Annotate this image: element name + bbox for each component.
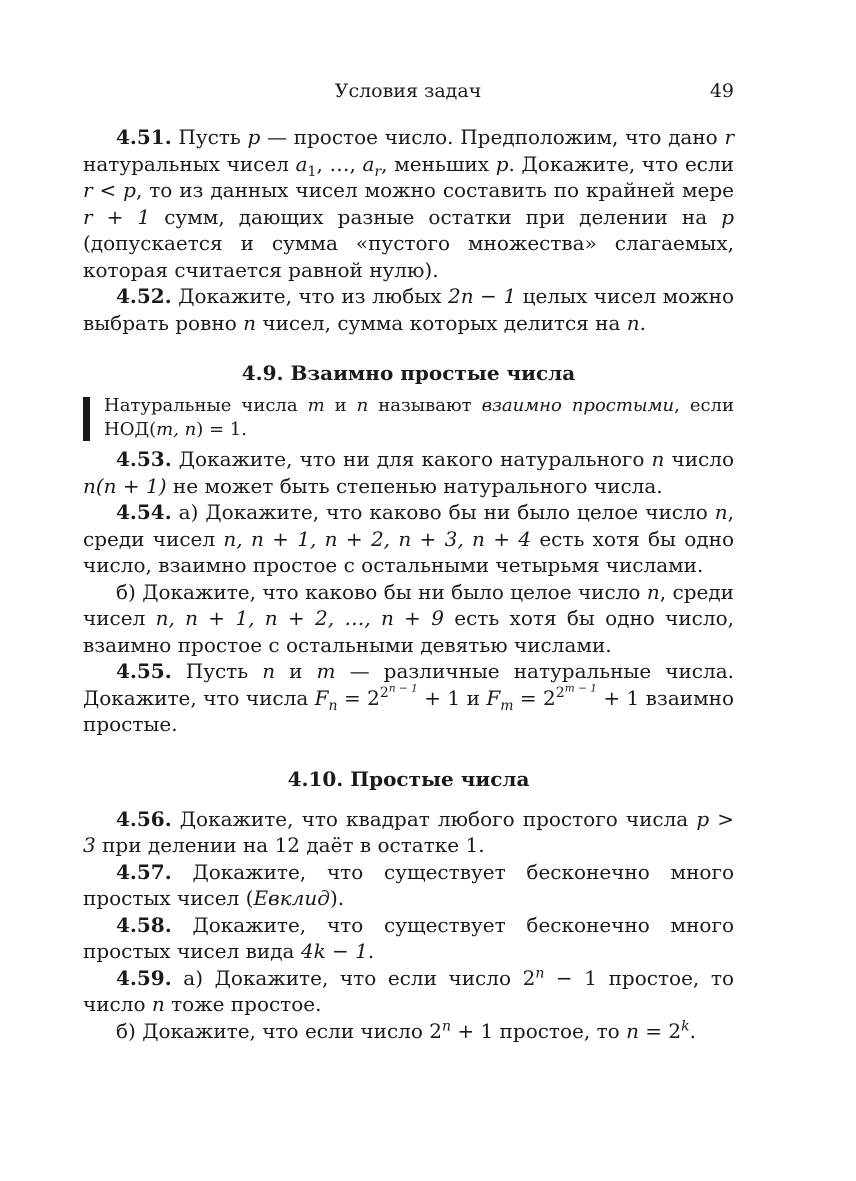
text: сумм, дающих разные остатки при делении на — [150, 204, 722, 229]
text: , среди чисел — [83, 500, 734, 551]
text: Пусть — [171, 659, 263, 683]
text: (допускается и сумма «пустого множества» слагаемых, которая считается равной нулю). — [83, 231, 734, 282]
problem-4-59a — [83, 965, 734, 1018]
math-expr: n(n + 1) — [83, 473, 167, 498]
math-var: a — [295, 151, 308, 176]
text: Докажите, что из любых — [171, 284, 448, 308]
text: б) Докажите, что каково бы ни было целое число — [116, 579, 647, 604]
problem-4-58 — [83, 912, 734, 965]
text: − 1 простое, то число — [83, 965, 734, 1016]
text: Натуральные числа — [104, 395, 308, 416]
math-var: p — [495, 151, 509, 176]
text: а) Докажите, что если число 2 — [171, 965, 536, 990]
subscript: r — [374, 163, 382, 180]
problem-4-54b — [83, 579, 734, 659]
math-var: n — [626, 1018, 639, 1043]
math-expr: p > 3 — [83, 806, 734, 857]
text: ) = 1. — [196, 419, 247, 440]
superscript: n — [535, 964, 545, 981]
math-text: + 1 — [596, 685, 640, 710]
tower-top-exponent: n − 1 — [388, 682, 418, 695]
problem-number: 4.58. — [116, 912, 172, 937]
problem-4-53 — [83, 446, 734, 499]
math-text: + 1 — [417, 685, 461, 710]
text: и — [324, 395, 357, 416]
text: — различные натуральные числа. Докажите, что числа — [83, 659, 734, 710]
math-text: = 2 — [337, 685, 380, 710]
problem-4-54a — [83, 499, 734, 579]
problem-4-57 — [83, 859, 734, 912]
problem-number: 4.56. — [116, 806, 172, 831]
math-expr: m, n — [156, 419, 197, 440]
definition-marker-bar — [83, 397, 90, 441]
text: натуральных чисел — [83, 151, 296, 176]
text: . — [639, 310, 647, 335]
subscript: 1 — [307, 163, 317, 180]
problem-4-51 — [83, 124, 734, 283]
math-expr: 2n − 1 — [447, 284, 517, 308]
text: ). — [329, 886, 345, 910]
math-var: p — [721, 204, 734, 229]
running-header — [82, 78, 734, 104]
text: + 1 простое, то — [451, 1018, 627, 1043]
text: б) Докажите, что если число 2 — [116, 1018, 442, 1043]
math-var: n — [262, 659, 276, 683]
text: , если НОД( — [104, 395, 734, 440]
subscript: m — [500, 697, 514, 714]
math-var: n — [626, 310, 640, 335]
text: Докажите, что квадрат любого простого числа — [171, 806, 697, 831]
problem-number: 4.54. — [116, 500, 172, 524]
page-number: 49 — [709, 80, 734, 102]
tower-base: 2 — [555, 684, 565, 701]
page-content — [83, 124, 734, 1044]
tower-top-exponent: m − 1 — [564, 682, 597, 695]
text: взаимно простые. — [83, 685, 735, 736]
text: . — [367, 939, 375, 963]
problem-number: 4.55. — [116, 659, 172, 683]
text: . Докажите, что если — [508, 151, 735, 176]
text: число — [664, 447, 735, 471]
running-title: Условия задач — [334, 80, 482, 102]
problem-number: 4.57. — [116, 859, 172, 884]
text: , то из данных чисел можно составить по крайней мере — [135, 178, 734, 202]
text: Докажите, что ни для какого натурального — [171, 447, 652, 471]
problem-4-52 — [83, 283, 734, 336]
section-heading-4-9: 4.9. Взаимно простые числа — [241, 361, 576, 385]
text: целых чисел можно выбрать ровно — [83, 284, 734, 335]
superscript: n — [441, 1017, 451, 1034]
tower-exponent — [555, 682, 597, 701]
math-expr: n, n + 1, n + 2, n + 3, n + 4 — [223, 526, 532, 551]
text: называют — [368, 395, 482, 416]
section-heading-4-10: 4.10. Простые числа — [287, 766, 530, 791]
text: при делении на 12 даёт в остатке 1. — [95, 833, 485, 857]
text: чисел, сумма которых делится на — [255, 310, 627, 335]
superscript: k — [681, 1017, 690, 1034]
problem-number: 4.51. — [116, 125, 172, 149]
problem-number: 4.59. — [116, 965, 172, 990]
math-var: n — [646, 579, 660, 604]
math-expr: r + 1 — [83, 204, 151, 229]
math-var: n — [651, 447, 665, 471]
text: . — [689, 1018, 696, 1043]
math-var: n — [356, 395, 369, 416]
text: , меньших — [381, 151, 496, 176]
math-var: m — [307, 395, 325, 416]
definition-text — [104, 394, 734, 442]
math-var: a — [362, 151, 375, 176]
definition-block — [83, 394, 734, 442]
math-var: F — [486, 685, 501, 710]
tower-exponent — [379, 682, 418, 701]
text: и — [460, 685, 487, 710]
math-var: p — [247, 125, 261, 149]
math-var: n — [243, 310, 256, 335]
text: и — [275, 659, 317, 683]
math-expr: 4k − 1 — [300, 939, 368, 963]
tower-base: 2 — [379, 684, 389, 701]
defined-term: взаимно простыми — [481, 395, 675, 416]
text: есть хотя бы одно число, взаимно простое с остальными четырьмя числами. — [83, 526, 734, 577]
math-var: F — [314, 685, 329, 710]
text: , …, — [316, 151, 363, 176]
math-var: n — [151, 992, 165, 1016]
math-expr: r < p — [83, 178, 136, 202]
subscript: n — [328, 697, 338, 714]
text: Пусть — [171, 125, 248, 149]
problem-number: 4.53. — [116, 447, 172, 471]
math-var: r — [724, 125, 734, 149]
text: — простое число. Предположим, что дано — [260, 125, 725, 149]
text: , среди чисел — [83, 579, 735, 630]
problem-number: 4.52. — [116, 284, 172, 308]
problem-4-59b — [83, 1018, 734, 1045]
math-var: n — [714, 500, 728, 524]
text: Докажите, что существует бесконечно много простых чисел ( — [83, 859, 734, 910]
text: есть хотя бы одно число, взаимно простое с остальными девятью числами. — [83, 606, 734, 657]
math-var: m — [316, 659, 336, 683]
text: не может быть степенью натурального числа. — [166, 473, 663, 498]
problem-4-56 — [83, 806, 734, 859]
text: а) Докажите, что каково бы ни было целое число — [171, 500, 715, 524]
text: Докажите, что существует бесконечно много простых чисел вида — [83, 912, 734, 963]
problem-4-55 — [83, 658, 734, 738]
math-text: = 2 — [513, 685, 556, 710]
author-name: Евклид — [253, 886, 330, 910]
text: = 2 — [638, 1018, 682, 1043]
math-expr: n, n + 1, n + 2, …, n + 9 — [155, 606, 444, 630]
text: тоже простое. — [164, 992, 322, 1016]
